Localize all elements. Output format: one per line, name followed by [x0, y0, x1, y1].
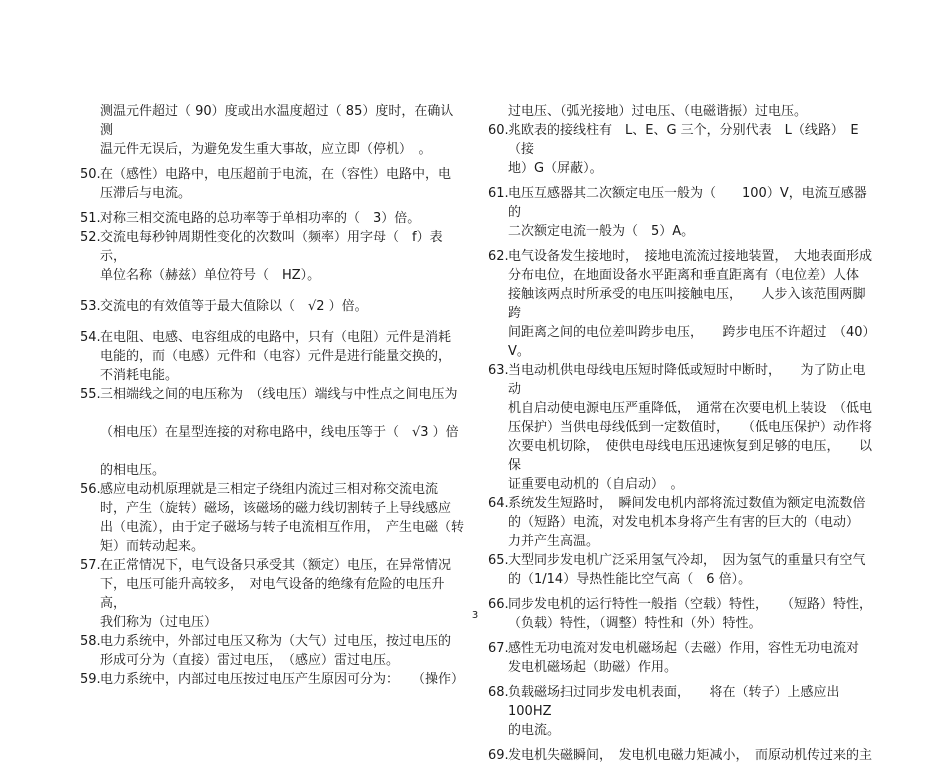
- list-item-62: [488, 247, 873, 361]
- item-number: 69.: [488, 748, 509, 763]
- list-item-56: [80, 480, 465, 556]
- list-item-53: [80, 297, 465, 316]
- list-item-63: [488, 361, 873, 494]
- item-number: 54.: [80, 330, 101, 345]
- item-number: 56.: [80, 482, 101, 497]
- item-number: 66.: [488, 597, 509, 612]
- item-number: 62.: [488, 249, 509, 264]
- item-number: 59.: [80, 672, 101, 687]
- item-text: 大型同步发电机广泛采用氢气冷却， 因为氢气的重量只有空气 的（1/14）导热性能比空气高（ 6 倍）。: [508, 553, 866, 587]
- list-item-61: [488, 184, 873, 241]
- item-text: 在（感性）电路中，电压超前于电流，在（容性）电路中，电 压滞后与电流。: [100, 167, 452, 201]
- list-item-55: [80, 385, 465, 480]
- item-number: 57.: [80, 558, 101, 573]
- item-text: 电气设备发生接地时， 接地电流流过接地装置， 大地表面形成 分布电位，在地面设备水平距离和垂直距离有（电位差）人体 接触该两点时所承受的电压叫接触电压， 人步入该范围两脚跨 间距离之间的电位差叫跨步电压， 跨步电压不许超过 （40）V。: [508, 249, 873, 359]
- right-column: [488, 102, 873, 765]
- item-text: 对称三相交流电路的总功率等于单相功率的（ 3）倍。: [100, 211, 421, 226]
- item-number: 55.: [80, 387, 101, 402]
- list-item-50: [80, 165, 465, 203]
- item-text: 电力系统中，外部过电压又称为（大气）过电压，按过电压的 形成可分为（直接）雷过电压， （感应）雷过电压。: [100, 634, 452, 668]
- item-number: 61.: [488, 186, 509, 201]
- item-text: 系统发生短路时， 瞬间发电机内部将流过数值为额定电流数倍 的（短路）电流，对发电机本身将产生有害的巨大的（电动） 力并产生高温。: [508, 496, 866, 549]
- item-number: 51.: [80, 211, 101, 226]
- item-text: 负载磁场扫过同步发电机表面， 将在（转子）上感应出 100HZ 的电流。: [508, 685, 840, 738]
- item-text: 交流电的有效值等于最大值除以（ √2 ）倍。: [100, 299, 368, 314]
- item-text: 三相端线之间的电压称为 （线电压）端线与中性点之间电压为 （相电压）在星型连接的对称电路中，线电压等于（ √3 ）倍 的相电压。: [100, 387, 459, 478]
- list-item-52: [80, 228, 465, 285]
- list-item-69: [488, 746, 873, 765]
- list-item-60: [488, 121, 873, 178]
- item-number: 68.: [488, 685, 509, 700]
- item-text: 电力系统中，内部过电压按过电压产生原因可分为： （操作）: [100, 672, 465, 687]
- item-number: 64.: [488, 496, 509, 511]
- continued-text-59: 过电压、（弧光接地）过电压、（电磁谐振）过电压。: [508, 104, 808, 119]
- item-text: 同步发电机的运行特性一般指（空载）特性， （短路）特性， （负载）特性，（调整）特性和（外）特性。: [508, 597, 873, 631]
- list-item-68: [488, 683, 873, 740]
- item-number: 52.: [80, 230, 101, 245]
- item-number: 58.: [80, 634, 101, 649]
- item-text: 电压互感器其二次额定电压一般为（ 100）V，电流互感器的 二次额定电流一般为（ 5）A。: [508, 186, 867, 239]
- item-text: 当电动机供电母线电压短时降低或短时中断时， 为了防止电动 机自启动使电源电压严重降低， 通常在次要电机上装设 （低电 压保护）当供电母线低到一定数值时， （低电压保护）动作将 次要电机切除， 使供电母线电压迅速恢复到足够的电压， 以保 证重要电动机的（自启动） 。: [508, 363, 873, 492]
- item-number: 53.: [80, 299, 101, 314]
- list-item-65: [488, 551, 873, 589]
- list-item-59: [80, 670, 465, 689]
- item-number: 67.: [488, 641, 509, 656]
- list-item-54: [80, 328, 465, 385]
- item-text: 在电阻、电感、电容组成的电路中，只有（电阻）元件是消耗 电能的，而（电感）元件和（电容）元件是进行能量交换的， 不消耗电能。: [100, 330, 452, 383]
- item-number: 63.: [488, 363, 509, 378]
- continued-text-49: 测温元件超过（ 90）度或出水温度超过（ 85）度时，在确认测 温元件无误后，为避免发生重大事故，应立即（停机） 。: [100, 104, 454, 157]
- page-number: 3: [471, 610, 479, 621]
- item-text: 交流电每秒钟周期性变化的次数叫（频率）用字母（ f）表示， 单位名称（赫兹）单位符号（ HZ）。: [100, 230, 443, 283]
- item-text: 感性无功电流对发电机磁场起（去磁）作用，容性无功电流对 发电机磁场起（助磁）作用。: [508, 641, 860, 675]
- left-column: [80, 102, 465, 689]
- item-text: 兆欧表的接线柱有 L、E、G 三个，分别代表 L（线路） E（接 地）G（屏蔽）。: [508, 123, 859, 176]
- item-text: 发电机失磁瞬间， 发电机电磁力矩减小， 而原动机传过来的主: [508, 748, 873, 763]
- list-item-58: [80, 632, 465, 670]
- item-text: 在正常情况下，电气设备只承受其（额定）电压，在异常情况 下，电压可能升高较多， 对电气设备的绝缘有危险的电压升高， 我们称为（过电压）: [100, 558, 452, 630]
- item-number: 60.: [488, 123, 509, 138]
- list-item-64: [488, 494, 873, 551]
- list-item-67: [488, 639, 873, 677]
- item-number: 65.: [488, 553, 509, 568]
- list-item-51: [80, 209, 465, 228]
- item-number: 50.: [80, 167, 101, 182]
- item-text: 感应电动机原理就是三相定子绕组内流过三相对称交流电流 时，产生（旋转）磁场，该磁场的磁力线切割转子上导线感应 出（电流），由于定子磁场与转子电流相互作用， 产生电磁（转 矩）而转动起来。: [100, 482, 465, 554]
